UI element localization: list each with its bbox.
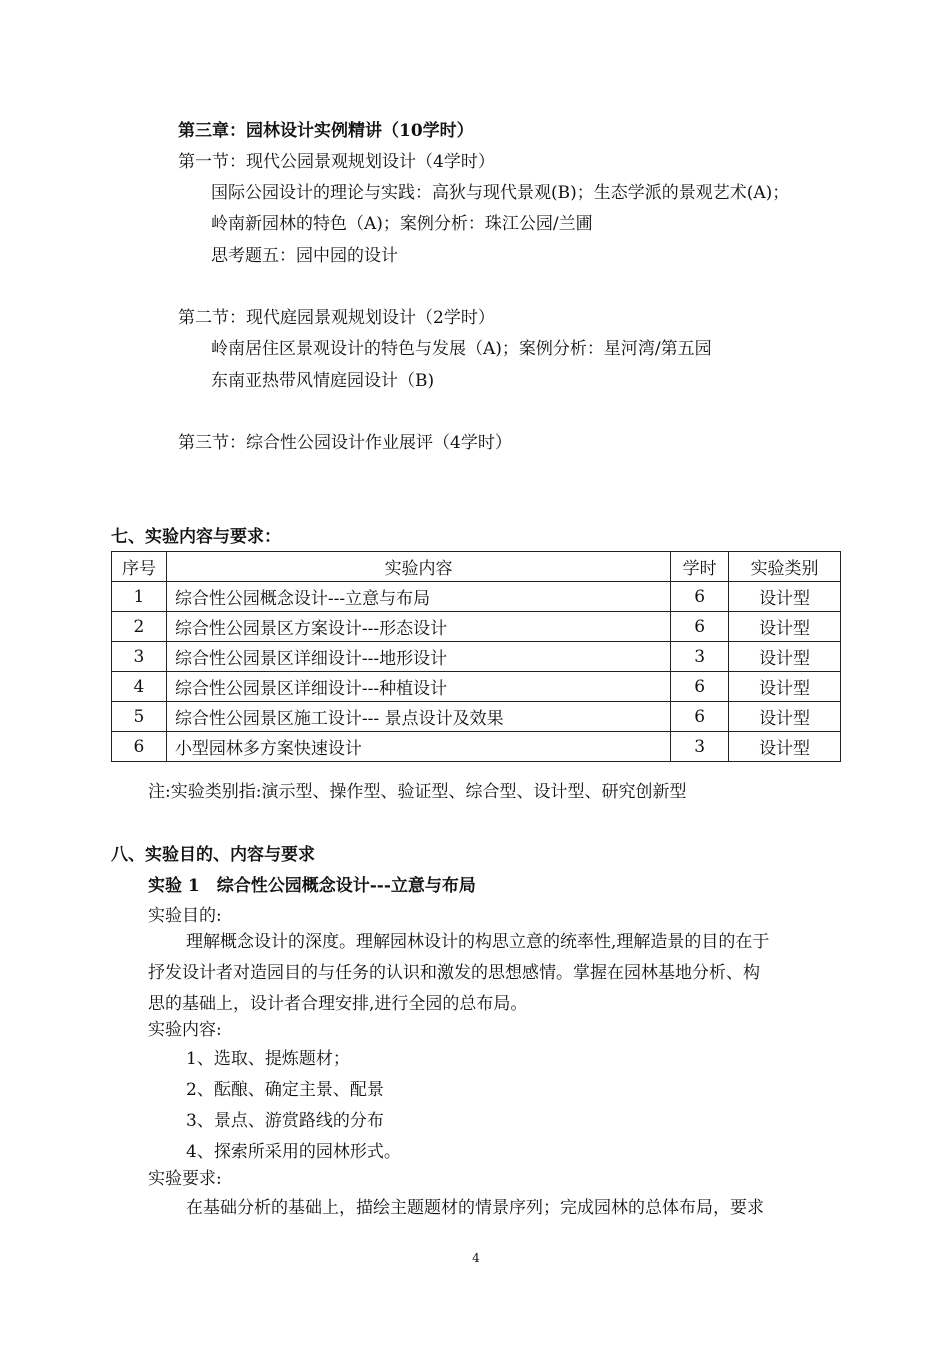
cell-seq: 2 [112,612,167,642]
content-item-3: 3、景点、游赏路线的分布 [186,1111,384,1131]
cell-hours: 6 [671,612,729,642]
section1-title: 第一节：现代公园景观规划设计（4学时） [178,152,495,172]
content-label: 实验内容: [148,1020,222,1040]
cell-category: 设计型 [729,642,841,672]
header-hours: 学时 [671,552,729,582]
cell-content: 小型园林多方案快速设计 [166,732,670,762]
cell-content: 综合性公园景区详细设计---地形设计 [166,642,670,672]
section7-heading: 七、实验内容与要求： [111,527,281,547]
cell-hours: 3 [671,642,729,672]
purpose-line-3: 思的基础上，设计者合理安排,进行全园的总布局。 [148,994,528,1014]
section8-heading: 八、实验目的、内容与要求 [111,845,315,865]
cell-hours: 6 [671,672,729,702]
table-header-row [112,552,841,582]
section1-line-2: 岭南新园林的特色（A)；案例分析：珠江公园/兰圃 [211,214,593,234]
header-category: 实验类别 [729,552,841,582]
cell-content: 综合性公园景区详细设计---种植设计 [166,672,670,702]
content-item-2: 2、酝酿、确定主景、配景 [186,1080,384,1100]
cell-hours: 3 [671,732,729,762]
cell-seq: 3 [112,642,167,672]
section1-line-1: 国际公园设计的理论与实践：高狄与现代景观(B)；生态学派的景观艺术(A)； [211,183,790,203]
cell-category: 设计型 [729,672,841,702]
experiment-table [111,551,841,762]
table-row [112,582,841,612]
requirement-label: 实验要求: [148,1169,222,1189]
cell-category: 设计型 [729,612,841,642]
table-row [112,642,841,672]
header-seq: 序号 [112,552,167,582]
purpose-label: 实验目的: [148,906,222,926]
cell-category: 设计型 [729,582,841,612]
cell-seq: 1 [112,582,167,612]
purpose-line-2: 抒发设计者对造园目的与任务的认识和激发的思想感情。掌握在园林基地分析、构 [148,963,760,983]
table-note: 注:实验类别指:演示型、操作型、验证型、综合型、设计型、研究创新型 [148,782,687,802]
cell-seq: 4 [112,672,167,702]
section3-title: 第三节：综合性公园设计作业展评（4学时） [178,433,512,453]
table-row [112,702,841,732]
chapter-title: 第三章：园林设计实例精讲（10学时） [178,121,474,141]
section1-line-3: 思考题五：园中园的设计 [211,246,398,266]
experiment1-title: 实验 1 综合性公园概念设计---立意与布局 [148,876,476,896]
requirement-line-1: 在基础分析的基础上，描绘主题题材的情景序列；完成园林的总体布局，要求 [186,1198,764,1218]
table-row [112,612,841,642]
cell-seq: 6 [112,732,167,762]
cell-hours: 6 [671,582,729,612]
cell-hours: 6 [671,702,729,732]
cell-category: 设计型 [729,732,841,762]
section2-line-2: 东南亚热带风情庭园设计（B) [211,371,435,391]
cell-content: 综合性公园景区方案设计---形态设计 [166,612,670,642]
content-item-1: 1、选取、提炼题材； [186,1049,350,1069]
table-row [112,672,841,702]
cell-category: 设计型 [729,702,841,732]
cell-content: 综合性公园概念设计---立意与布局 [166,582,670,612]
header-content: 实验内容 [166,552,670,582]
cell-content: 综合性公园景区施工设计--- 景点设计及效果 [166,702,670,732]
section2-title: 第二节：现代庭园景观规划设计（2学时） [178,308,495,328]
content-item-4: 4、探索所采用的园林形式。 [186,1142,401,1162]
purpose-line-1: 理解概念设计的深度。理解园林设计的构思立意的统率性,理解造景的目的在于 [186,932,770,952]
page-number: 4 [472,1251,480,1265]
cell-seq: 5 [112,702,167,732]
section2-line-1: 岭南居住区景观设计的特色与发展（A)；案例分析：星河湾/第五园 [211,339,712,359]
table-row [112,732,841,762]
